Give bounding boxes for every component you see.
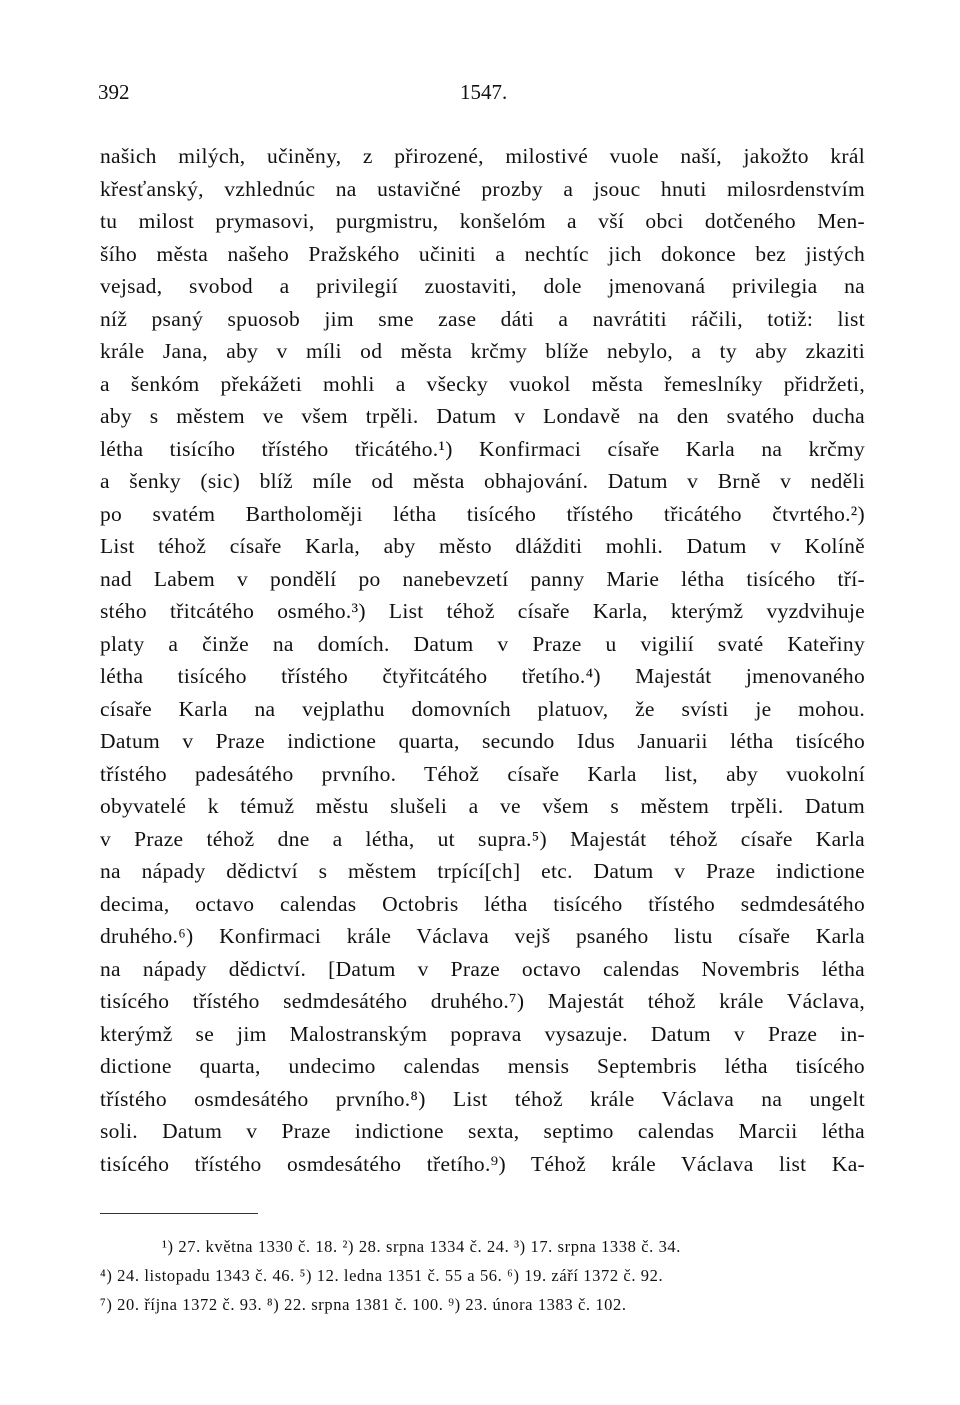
text-line: Datum v Praze indictione quarta, secundo Idus Januarii létha tisícého xyxy=(100,729,865,753)
footnote-separator xyxy=(100,1213,258,1214)
text-line: krále Jana, aby v míli od města krčmy blíže nebylo, a ty aby zkaziti xyxy=(100,339,865,363)
text-line: aby s městem ve všem trpěli. Datum v Londavě na den svatého ducha xyxy=(100,404,865,428)
text-line: šího města našeho Pražského učiniti a nechtíc jich dokonce bez jistých xyxy=(100,241,865,266)
text-line: stého třitcátého osmého.³) List téhož císaře Karla, kterýmž vyzdvihuje xyxy=(100,599,865,623)
body-text xyxy=(100,140,865,1180)
text-line: císaře Karla na vejplathu domovních platuov, že svísti je mohou. xyxy=(100,696,865,721)
text-line: List téhož císaře Karla, aby město dlážditi mohli. Datum v Kolíně xyxy=(100,534,865,558)
text-line: na nápady dědictví s městem trpící[ch] etc. Datum v Praze indictione xyxy=(100,859,865,883)
text-line: druhého.⁶) Konfirmaci krále Václava vejš psaného listu císaře Karla xyxy=(100,924,865,948)
text-line: na nápady dědictví. [Datum v Praze octavo calendas Novembris létha xyxy=(100,956,865,981)
footnote-line: ⁴) 24. listopadu 1343 č. 46. ⁵) 12. ledna 1351 č. 55 a 56. ⁶) 19. září 1372 č. 92. xyxy=(100,1266,664,1285)
running-header-year: 1547. xyxy=(460,80,508,104)
text-line: po svatém Bartholoměji létha tisícého třístého třicátého čtvrtého.²) xyxy=(100,501,865,526)
text-line: kterýmž se jim Malostranským poprava vysazuje. Datum v Praze in- xyxy=(100,1021,865,1046)
text-line: křesťanský, vzhlednúc na ustavičné prozby a jsouc hnuti milosrdenstvím xyxy=(100,176,865,201)
text-line: soli. Datum v Praze indictione sexta, septimo calendas Marcii létha xyxy=(100,1119,865,1143)
text-line: našich milých, učiněny, z přirozené, milostivé vuole naší, jakožto král xyxy=(100,144,865,168)
page-number: 392 xyxy=(98,80,130,104)
text-line: v Praze téhož dne a létha, ut supra.⁵) Majestát téhož císaře Karla xyxy=(100,826,865,851)
text-line: a šenkóm překážeti mohli a všecky vuokol města řemeslníky přidržeti, xyxy=(100,371,865,396)
text-line: tisícého třístého sedmdesátého druhého.⁷) Majestát téhož krále Václava, xyxy=(100,989,865,1013)
footnote-line: ⁷) 20. října 1372 č. 93. ⁸) 22. srpna 1381 č. 100. ⁹) 23. února 1383 č. 102. xyxy=(100,1295,627,1314)
text-line: nad Labem v pondělí po nanebevzetí panny Marie létha tisícého tří- xyxy=(100,566,865,591)
text-line: třístého osmdesátého prvního.⁸) List téhož krále Václava na ungelt xyxy=(100,1086,865,1111)
text-line: dictione quarta, undecimo calendas mensis Septembris létha tisícého xyxy=(100,1054,865,1078)
text-line: třístého padesátého prvního. Téhož císaře Karla list, aby vuokolní xyxy=(100,761,865,786)
text-line: decima, octavo calendas Octobris létha tisícého třístého sedmdesátého xyxy=(100,891,865,916)
text-line: níž psaný spuosob jim sme zase dáti a navrátiti ráčili, totiž: list xyxy=(100,306,865,331)
page-header xyxy=(98,80,868,110)
text-line: tisícého třístého osmdesátého třetího.⁹) Téhož krále Václava list Ka- xyxy=(100,1151,865,1176)
text-line: tu milost prymasovi, purgmistru, konšelóm a vší obci dotčeného Men- xyxy=(100,209,865,233)
text-line: vejsad, svobod a privilegií zuostaviti, dole jmenovaná privilegia na xyxy=(100,274,865,298)
footnote-line: ¹) 27. května 1330 č. 18. ²) 28. srpna 1334 č. 24. ³) 17. srpna 1338 č. 34. xyxy=(162,1237,682,1256)
text-line: létha tisícího třístého třicátého.¹) Konfirmaci císaře Karla na krčmy xyxy=(100,436,865,461)
text-line: platy a činže na domích. Datum v Praze u vigilií svaté Kateřiny xyxy=(100,631,865,656)
text-line: obyvatelé k témuž městu slušeli a ve všem s městem trpěli. Datum xyxy=(100,794,865,818)
footnotes xyxy=(100,1232,865,1319)
text-line: létha tisícého třístého čtyřitcátého třetího.⁴) Majestát jmenovaného xyxy=(100,664,865,688)
text-line: a šenky (sic) blíž míle od města obhajování. Datum v Brně v neděli xyxy=(100,469,865,493)
